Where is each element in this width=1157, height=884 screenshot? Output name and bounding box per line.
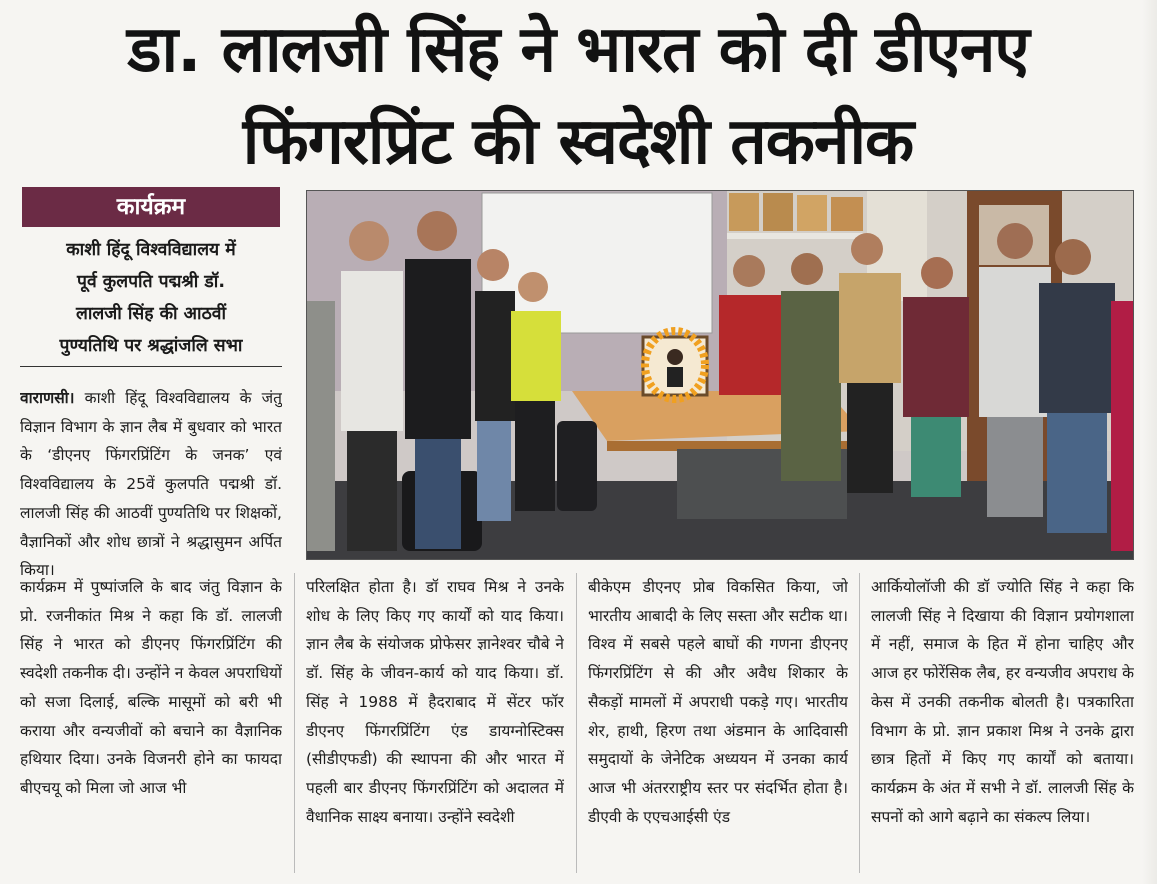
article-column-1-bottom: कार्यक्रम में पुष्पांजलि के बाद जंतु विज्ञान के प्रो. रजनीकांत मिश्र ने कहा कि डॉ. लालजी सिंह ने भारत को डीएनए फिंगरप्रिंटिंग की स्वदेशी तकनीक दी। उन्होंने न केवल अपराधियों को सजा दिलाई, बल्कि मासूमों को बरी भी कराया और वन्यजीवों को बचाने का वैज्ञानिक हथियार दिया। उनके विजनरी होने का फायदा बीएचयू को मिला जो आज भी — [20, 578, 282, 797]
headline-line-2: फिंगरप्रिंट की स्वदेशी तकनीक — [242, 105, 914, 179]
subhead-line-2: पूर्व कुलपति पद्मश्री डॉ. — [77, 272, 225, 292]
article-column-1-top — [20, 384, 282, 587]
page-edge — [1142, 0, 1157, 884]
headline-line-1: डा. लालजी सिंह ने भारत को दी डीएनए — [127, 13, 1029, 87]
article-column-3: बीकेएम डीएनए प्रोब विकसित किया, जो भारतीय आबादी के लिए सस्ता और सटीक था। विश्व में सबसे पहले बाघों की गणना डीएनए फिंगरप्रिंटिंग से की और अवैध शिकार के सैकड़ों मामलों में अपराधी पकड़े गए। भारतीय शेर, हाथी, हिरण तथा अंडमान के आदिवासी समुदायों के जेनेटिक अध्ययन में उनका कार्य आज भी अंतरराष्ट्रीय स्तर पर संदर्भित होता है। डीएवी के एएचआईसी एंड — [588, 578, 848, 826]
article-paragraph: काशी हिंदू विश्वविद्यालय के जंतु विज्ञान विभाग के ज्ञान लैब में बुधवार को भारत के ‘डीएनए फिंगरप्रिंटिंग के जनक’ एवं विश्वविद्यालय के 25वें कुलपति पद्मश्री डॉ. लालजी सिंह की आठवीं पुण्यतिथि पर शिक्षकों, वैज्ञानिकों और शोध छात्रों ने श्रद्धासुमन अर्पित किया। — [20, 389, 282, 580]
headline — [14, 4, 1142, 188]
subhead-line-4: पुण्यतिथि पर श्रद्धांजलि सभा — [59, 336, 243, 356]
column-divider — [859, 573, 860, 873]
section-tag: कार्यक्रम — [22, 187, 280, 227]
column-divider — [576, 573, 577, 873]
event-photo — [306, 190, 1134, 560]
subhead-line-3: लालजी सिंह की आठवीं — [76, 304, 226, 324]
article-column-4: आर्कियोलॉजी की डॉ ज्योति सिंह ने कहा कि लालजी सिंह ने दिखाया की विज्ञान प्रयोगशाला में नहीं, समाज के हित में होना चाहिए और आज हर फोरेंसिक लैब, हर वन्यजीव अपराध के केस में उनकी तकनीक बोलती है। पत्रकारिता विभाग के प्रो. ज्ञान प्रकाश मिश्र ने उनके द्वारा छात्र हितों में किए गए कार्यों को बताया। कार्यक्रम के अंत में सभी ने डॉ. लालजी सिंह के सपनों को आगे बढ़ाने का संकल्प लिया। — [871, 578, 1134, 826]
subheadline — [20, 234, 282, 367]
subhead-line-1: काशी हिंदू विश्वविद्यालय में — [66, 240, 236, 260]
column-divider — [294, 573, 295, 873]
dateline: वाराणसी। — [20, 389, 75, 407]
article-column-2: परिलक्षित होता है। डॉ राघव मिश्र ने उनके शोध के लिए किए गए कार्यों को याद किया। ज्ञान लैब के संयोजक प्रोफेसर ज्ञानेश्वर चौबे ने डॉ. सिंह के जीवन-कार्य को याद किया। डॉ. सिंह ने 1988 में हैदराबाद में सेंटर फॉर डीएनए फिंगरप्रिंटिंग एंड डायग्नोस्टिक्स (सीडीएफडी) की स्थापना की और भारत में पहली बार डीएनए फिंगरप्रिंटिंग को अदालत में वैधानिक साक्ष्य बनाया। उन्होंने स्वदेशी — [306, 578, 564, 826]
